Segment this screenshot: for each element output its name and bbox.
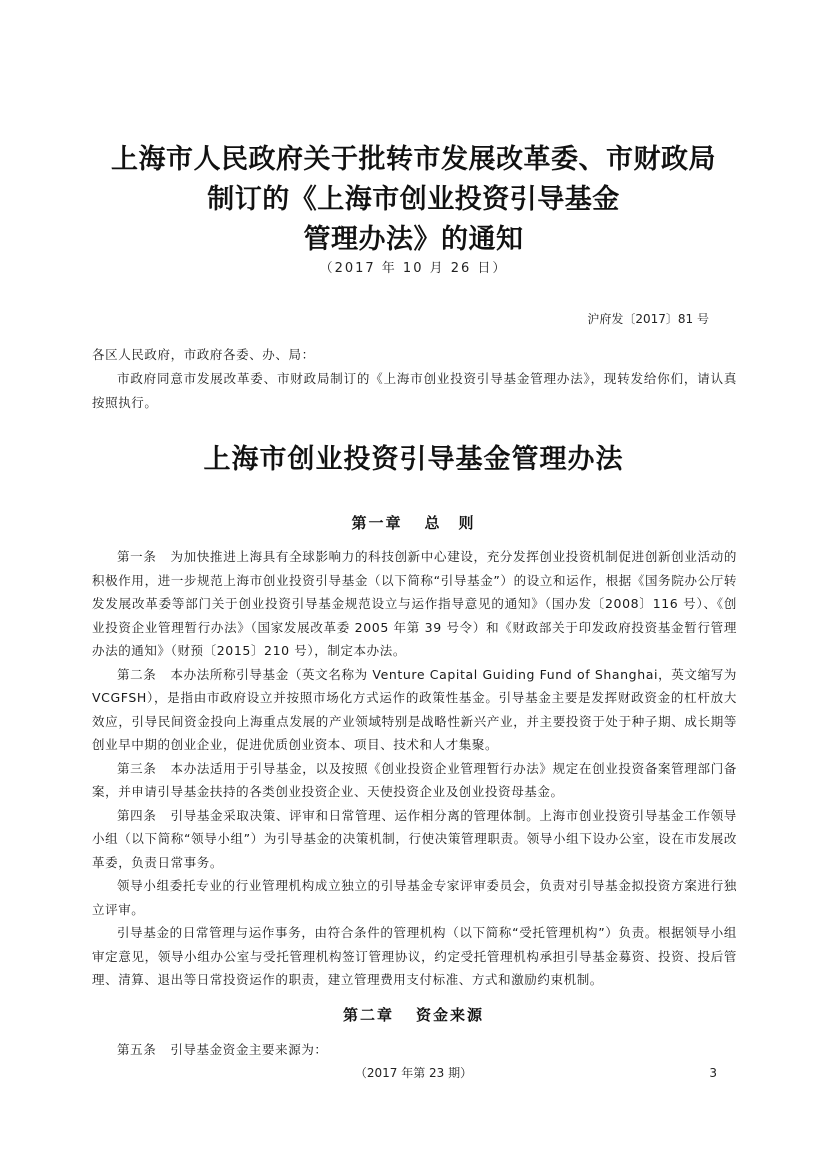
chapter-heading-2	[60, 1004, 767, 1026]
notice-title-line: 制订的《上海市创业投资引导基金	[207, 184, 620, 215]
notice-date: （2017 年 10 月 26 日）	[319, 261, 508, 276]
chapter-name: 资金来源	[416, 1006, 485, 1024]
chapter-number: 第二章	[342, 1006, 394, 1024]
notice-title-line: 上海市人民政府关于批转市发展改革委、市财政局	[111, 144, 716, 175]
article	[92, 804, 737, 875]
notice-intro: 市政府同意市发展改革委、市财政局制订的《上海市创业投资引导基金管理办法》，现转发给你们，请认真按照执行。	[92, 371, 737, 410]
articles-list	[92, 545, 737, 992]
article	[92, 663, 737, 757]
article-text: 本办法适用于引导基金，以及按照《创业投资企业管理暂行办法》规定在创业投资备案管理部门备案，并申请引导基金扶持的各类创业投资企业、天使投资企业及创业投资母基金。	[92, 760, 737, 799]
law-title: 上海市创业投资引导基金管理办法	[203, 444, 624, 475]
chapter-name: 总 则	[424, 514, 476, 532]
article-number: 第三条	[117, 760, 157, 776]
article-text: 领导小组委托专业的行业管理机构成立独立的引导基金专家评审委员会，负责对引导基金拟投资方案进行独立评审。	[92, 878, 737, 917]
article-paragraph	[92, 874, 737, 921]
article	[92, 757, 737, 804]
footer-issue: （2017 年第 23 期）	[354, 1066, 473, 1080]
article-paragraph	[92, 921, 737, 992]
article-text: 本办法所称引导基金（英文名称为 Venture Capital Guiding Fund of Shanghai，英文缩写为 VCGFSH），是指由市政府设立并按照市场化方式运作的政策性基金。引导基金主要是发挥财政资金的杠杆放大效应，引导民间资金投向上海重点发展的产业领域特别是战略性新兴产业，并主要投资于处于种子期、成长期等创业早中期的创业企业，促进优质创业资本、项目、技术和人才集聚。	[92, 666, 737, 752]
notice-title	[60, 140, 767, 260]
document-number: 沪府发〔2017〕81 号	[587, 312, 709, 326]
article-text: 为加快推进上海具有全球影响力的科技创新中心建设，充分发挥创业投资机制促进创新创业活动的积极作用，进一步规范上海市创业投资引导基金（以下简称“引导基金”）的设立和运作，根据《国务院办公厅转发发展改革委等部门关于创业投资引导基金规范设立与运作指导意见的通知》（国办发〔2008〕116 号）、《创业投资企业管理暂行办法》（国家发展改革委 2005 年第 39 号令）和《财政部关于印发政府投资基金暂行管理办法的通知》（财预〔2015〕210 号），制定本办法。	[92, 549, 737, 658]
page-number: 3	[709, 1066, 717, 1080]
article-number: 第五条	[117, 1042, 157, 1057]
chapter-number: 第一章	[351, 514, 403, 532]
article-text: 引导基金的日常管理与运作事务，由符合条件的管理机构（以下简称“受托管理机构”）负责。根据领导小组审定意见，领导小组办公室与受托管理机构签订管理协议，约定受托管理机构承担引导基金募资、投资、投后管理、清算、退出等日常投资运作的职责，建立管理费用支付标准、方式和激励约束机制。	[92, 925, 737, 987]
chapter-heading-1	[60, 512, 767, 534]
article	[92, 545, 737, 663]
article-number: 第一条	[117, 549, 157, 564]
article-text: 引导基金资金主要来源为：	[170, 1042, 328, 1057]
article-text: 引导基金采取决策、评审和日常管理、运作相分离的管理体制。上海市创业投资引导基金工作领导小组（以下简称“领导小组”）为引导基金的决策机制，行使决策管理职责。领导小组下设办公室，设在市发展改革委，负责日常事务。	[92, 807, 737, 870]
article-number: 第二条	[117, 666, 157, 682]
article-number: 第四条	[117, 807, 157, 823]
article	[92, 1038, 737, 1062]
addressee: 各区人民政府，市政府各委、办、局：	[92, 347, 315, 362]
notice-title-line: 管理办法》的通知	[303, 224, 524, 255]
